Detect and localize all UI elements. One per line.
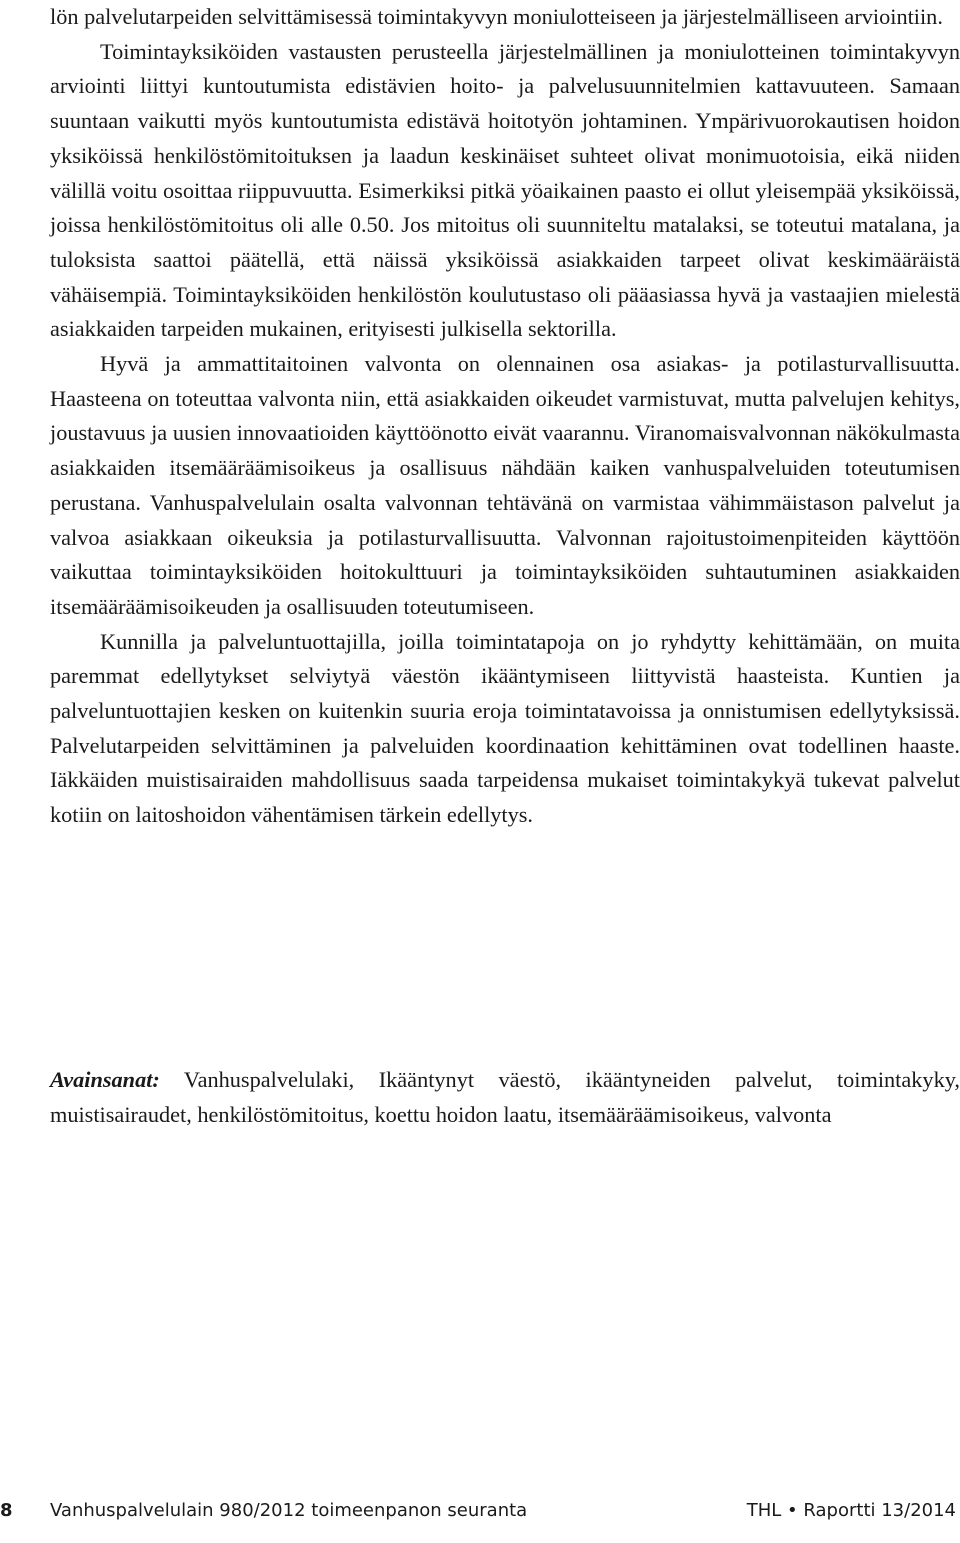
body-text — [50, 0, 960, 833]
report-id: THL • Raportti 13/2014 — [746, 1500, 956, 1521]
keywords-text: Vanhuspalvelulaki, Ikääntynyt väestö, ikääntyneiden palvelut, toimintakyky, muistisairaudet, henkilöstömitoitus, koettu hoidon laatu, itsemääräämisoikeus, valvonta — [50, 1067, 960, 1127]
publication-title: Vanhuspalvelulain 980/2012 toimeenpanon seuranta — [50, 1500, 528, 1521]
paragraph-continued: lön palvelutarpeiden selvittämisessä toimintakyvyn moniulotteiseen ja järjestelmälliseen arviointiin. — [50, 4, 943, 29]
keywords-label: Avainsanat: — [50, 1067, 160, 1092]
keywords — [50, 1063, 960, 1132]
paragraph: Hyvä ja ammattitaitoinen valvonta on olennainen osa asiakas- ja potilasturvallisuutta. Haasteena on toteuttaa valvonta niin, että asiakkaiden oikeudet varmistuvat, mutta palvelujen kehitys, joustavuus ja uusien innovaatioiden käyttöönotto eivät vaarannu. Viranomaisvalvonnan näkökulmasta asiakkaiden itsemääräämisoikeus ja osallisuus nähdään kaiken vanhuspalveluiden toteutumisen perustana. Vanhuspalvelulain osalta valvonnan tehtävänä on varmistaa vähimmäistason palvelut ja valvoa asiakkaan oikeuksia ja potilasturvallisuutta. Valvonnan rajoitustoimenpiteiden käyttöön vaikuttaa toimintayksiköiden hoitokulttuuri ja toimintayksiköiden suhtautuminen asiakkaiden itsemääräämisoikeuden ja osallisuuden toteutumiseen. — [50, 351, 960, 619]
page-number: 8 — [0, 1500, 13, 1521]
paragraph: Toimintayksiköiden vastausten perusteella järjestelmällinen ja moniulotteinen toimintakyvyn arviointi liittyi kuntoutumista edistävien hoito- ja palvelusuunnitelmien kattavuuteen. Samaan suuntaan vaikutti myös kuntoutumista edistävä hoitotyön johtaminen. Ympärivuorokautisen hoidon yksiköissä henkilöstömitoituksen ja laadun keskinäiset suhteet olivat monimuotoisia, eikä niiden välillä voitu osoittaa riippuvuutta. Esimerkiksi pitkä yöaikainen paasto ei ollut yleisempää yksiköissä, joissa henkilöstömitoitus oli alle 0.50. Jos mitoitus oli suunniteltu matalaksi, se toteutui matalana, ja tuloksista saattoi päätellä, että näissä yksiköissä asiakkaiden tarpeet olivat keskimääräistä vähäisempiä. Toimintayksiköiden henkilöstön koulutustaso oli pääasiassa hyvä ja vastaajien mielestä asiakkaiden tarpeiden mukainen, erityisesti julkisella sektorilla. — [50, 38, 960, 342]
paragraph: Kunnilla ja palveluntuottajilla, joilla toimintatapoja on jo ryhdytty kehittämään, on muita paremmat edellytykset selviytyä väestön ikääntymiseen liittyvistä haasteista. Kuntien ja palveluntuottajien kesken on kuitenkin suuria eroja toimintatavoissa ja onnistumisen edellytyksissä. Palvelutarpeiden selvittäminen ja palveluiden koordinaation kehittäminen ovat todellinen haaste. Iäkkäiden muistisairaiden mahdollisuus saada tarpeidensa mukaiset toimintakykyä tukevat palvelut kotiin on laitoshoidon vähentämisen tärkein edellytys. — [50, 628, 960, 828]
